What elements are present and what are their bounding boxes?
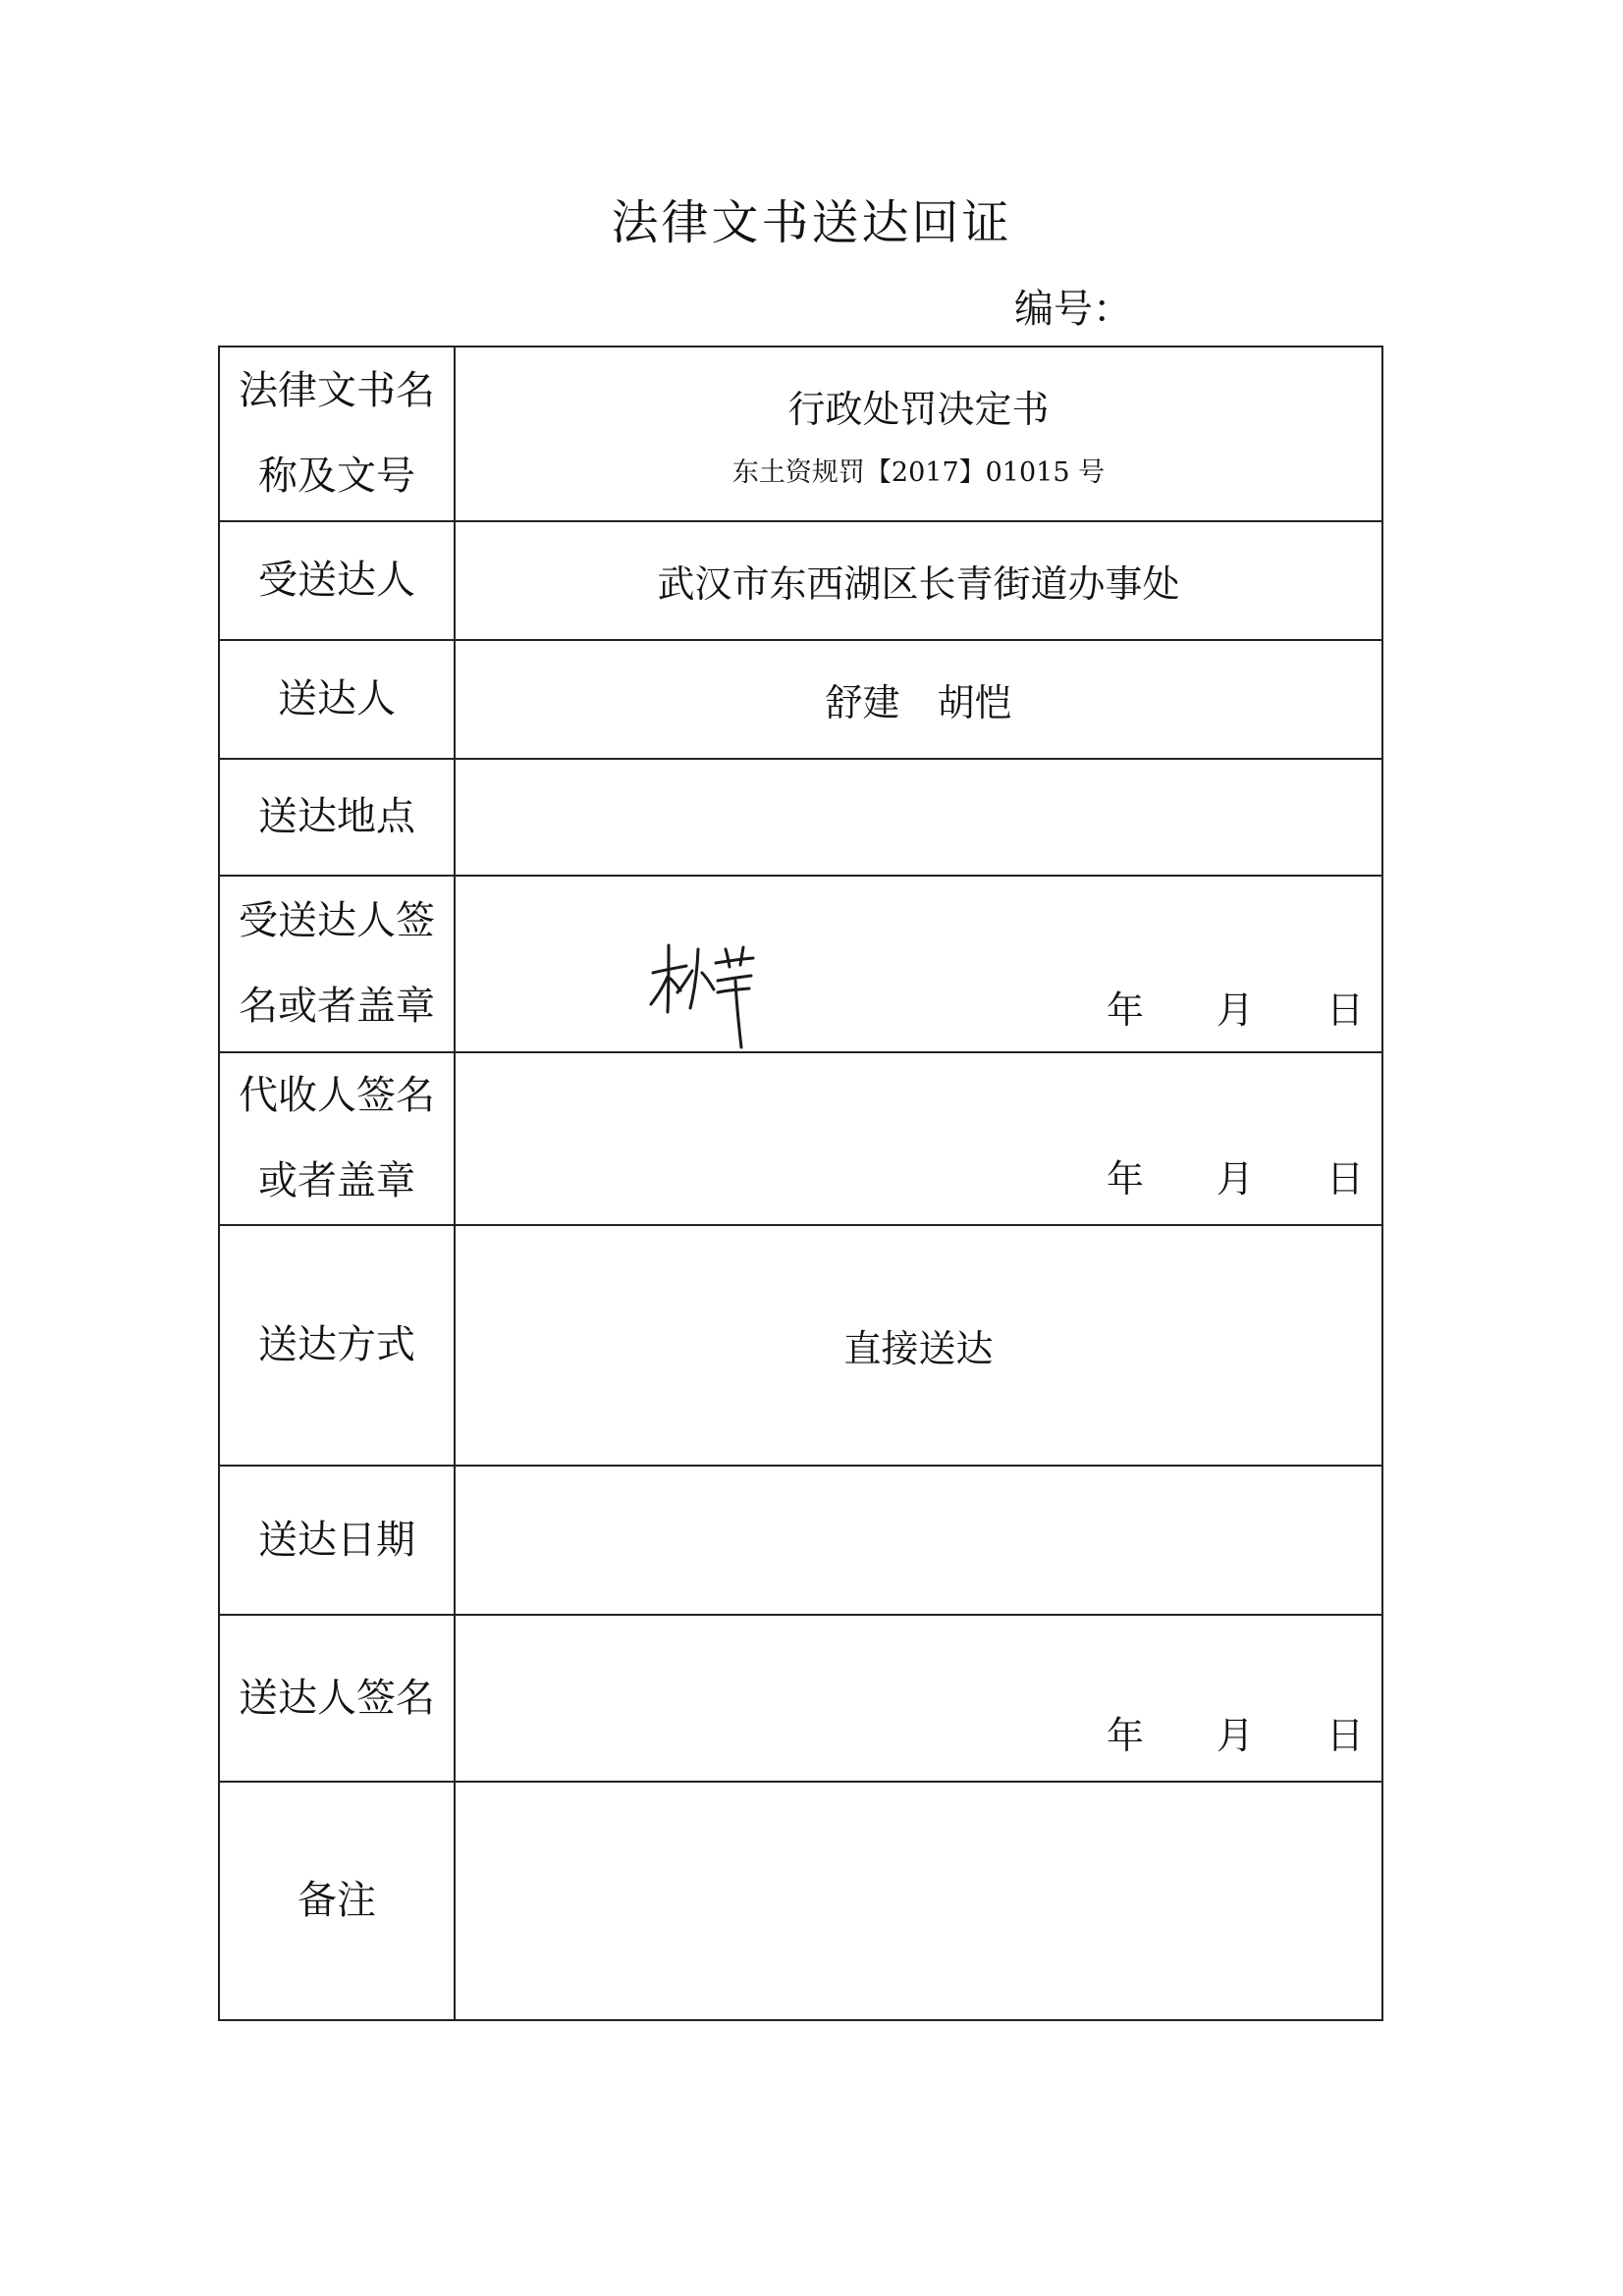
- date-month: 月: [1216, 1714, 1254, 1757]
- document-name: 行政处罚决定书: [787, 388, 1050, 431]
- document-number-label: 编号：: [1014, 287, 1132, 332]
- service-receipt-table: [218, 346, 1383, 2021]
- label-agent-signature: [219, 1052, 455, 1225]
- label-recipient-signature-text: 受送达人签名或者盖章: [239, 898, 435, 1029]
- label-date: 送达日期: [219, 1466, 455, 1615]
- value-remarks: [455, 1782, 1382, 2020]
- date-day: 日: [1325, 1157, 1364, 1201]
- label-recipient: 受送达人: [219, 521, 455, 640]
- date-month: 月: [1216, 988, 1254, 1032]
- row-place: [219, 759, 1382, 876]
- label-document-name: [219, 347, 455, 521]
- label-recipient-signature: [219, 876, 455, 1052]
- value-recipient: 武汉市东西湖区长青街道办事处: [455, 521, 1382, 640]
- date-day: 日: [1325, 988, 1364, 1032]
- page-title: 法律文书送达回证: [611, 195, 1012, 250]
- value-recipient-signature: [455, 876, 1382, 1052]
- label-method: 送达方式: [219, 1225, 455, 1466]
- value-place: [455, 759, 1382, 876]
- value-date: [455, 1466, 1382, 1615]
- agent-signature-date: [1107, 1148, 1364, 1202]
- label-remarks: 备注: [219, 1782, 455, 2020]
- row-recipient-signature: [219, 876, 1382, 1052]
- row-agent-signature: [219, 1052, 1382, 1225]
- date-year: 年: [1106, 1157, 1144, 1201]
- label-document-name-text: 法律文书名称及文号: [239, 368, 435, 499]
- label-server-signature: 送达人签名: [219, 1615, 455, 1782]
- label-place: 送达地点: [219, 759, 455, 876]
- value-document-name: [455, 347, 1382, 521]
- row-document-name: [219, 347, 1382, 521]
- date-year: 年: [1106, 1714, 1144, 1757]
- row-date: [219, 1466, 1382, 1615]
- handwritten-signature: [647, 935, 784, 1053]
- row-method: [219, 1225, 1382, 1466]
- row-server-signature: [219, 1615, 1382, 1782]
- label-server: 送达人: [219, 640, 455, 759]
- value-method: 直接送达: [455, 1225, 1382, 1466]
- date-day: 日: [1325, 1714, 1364, 1757]
- recipient-signature-date: [1107, 980, 1364, 1034]
- server-signature-date: [1107, 1705, 1364, 1759]
- row-remarks: [219, 1782, 1382, 2020]
- date-year: 年: [1106, 988, 1144, 1032]
- value-server: 舒建 胡恺: [455, 640, 1382, 759]
- date-month: 月: [1216, 1157, 1254, 1201]
- label-agent-signature-text: 代收人签名或者盖章: [239, 1073, 435, 1203]
- value-agent-signature: [455, 1052, 1382, 1225]
- row-server: [219, 640, 1382, 759]
- row-recipient: [219, 521, 1382, 640]
- document-number: 东土资规罚【2017】01015 号: [731, 457, 1106, 488]
- value-server-signature: [455, 1615, 1382, 1782]
